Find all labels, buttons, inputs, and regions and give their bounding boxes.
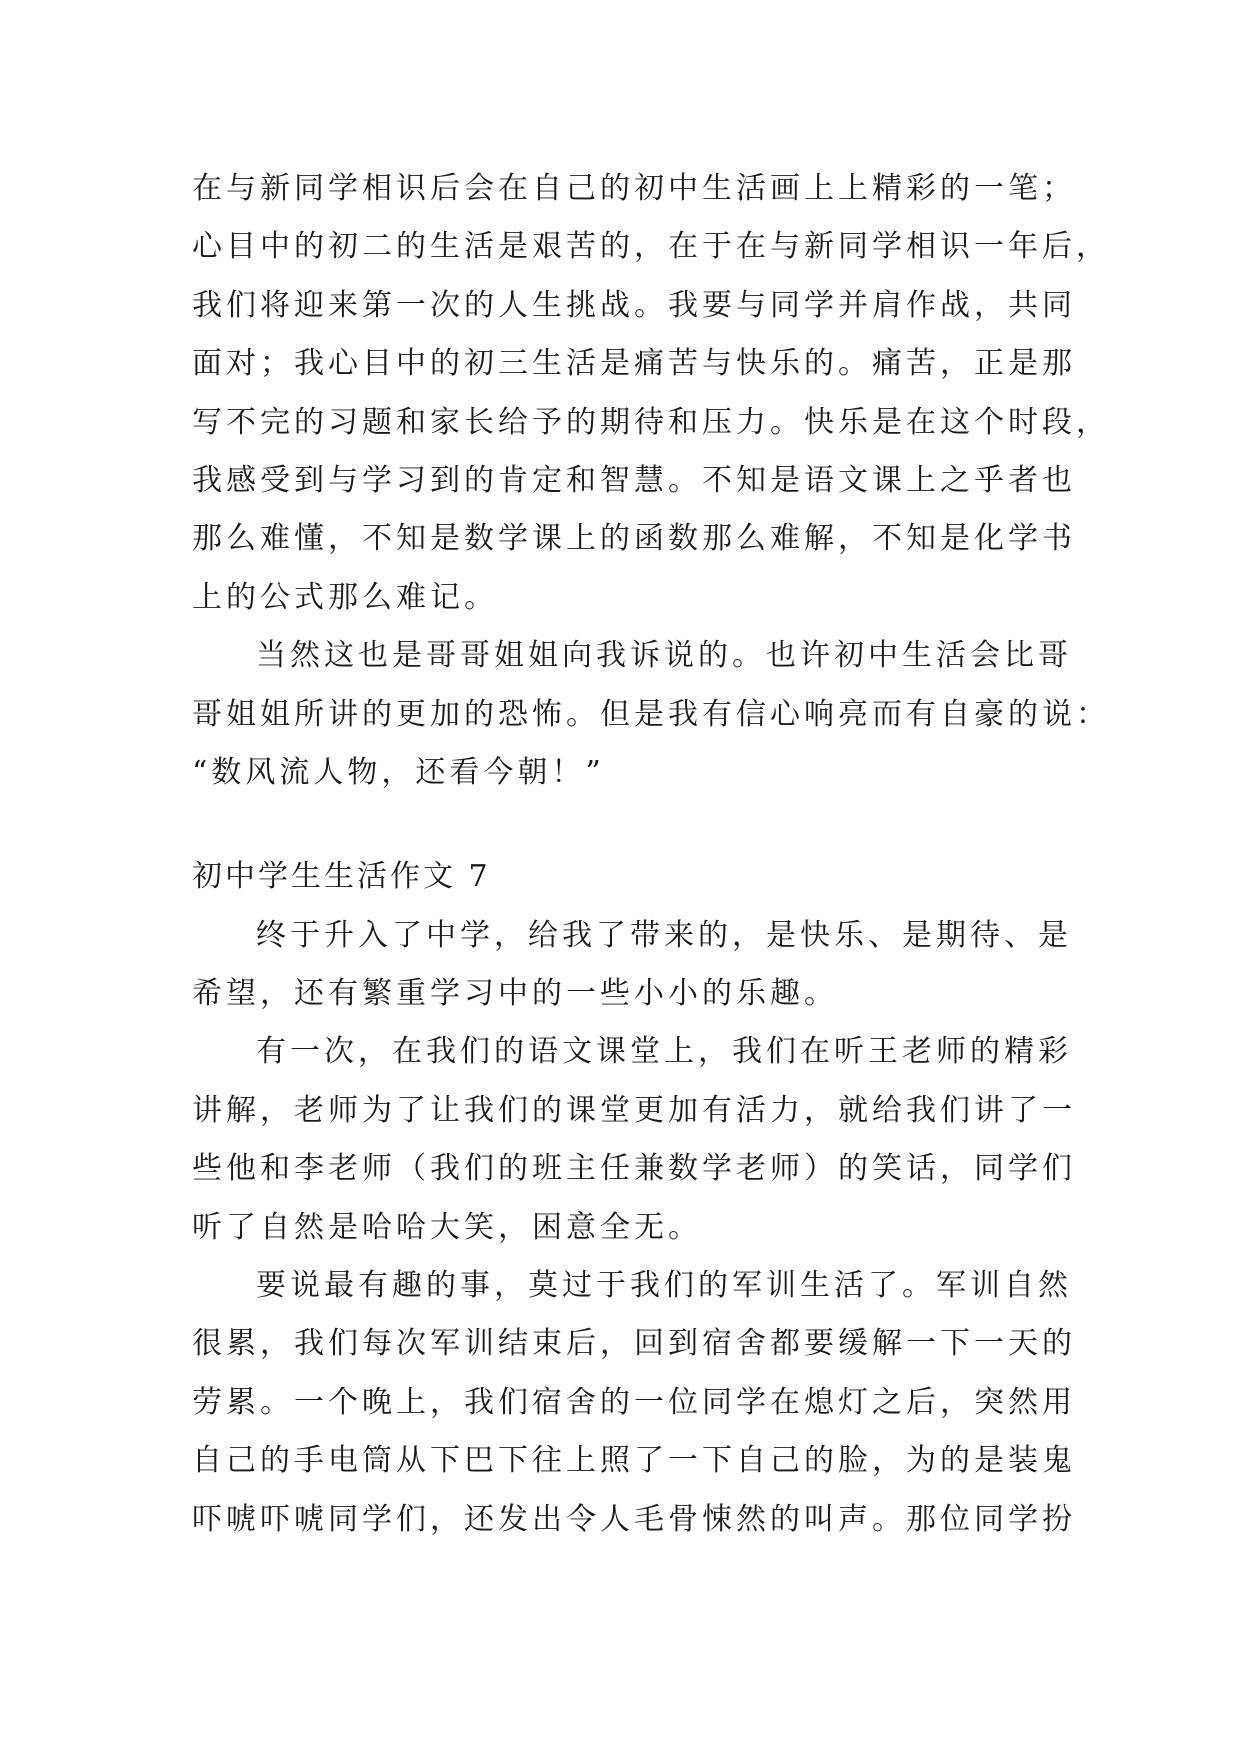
text-line: 我们将迎来第一次的人生挑战。我要与同学并肩作战，共同 <box>192 287 1076 323</box>
text-line: 当然这也是哥哥姐姐向我诉说的。也许初中生活会比哥 <box>256 638 1072 674</box>
document-body <box>192 160 1110 1549</box>
text-line: 终于升入了中学，给我了带来的，是快乐、是期待、是 <box>256 917 1072 953</box>
section-spacer <box>192 802 1092 848</box>
text-line: 在与新同学相识后会在自己的初中生活画上上精彩的一笔； <box>192 171 1076 206</box>
text-line: 要说最有趣的事，莫过于我们的军训生活了。军训自然 <box>256 1268 1072 1304</box>
text-line: 哥姐姐所讲的更加的恐怖。但是我有信心响亮而有自豪的说： <box>192 696 1110 732</box>
text-line: 些他和李老师（我们的班主任兼数学老师）的笑话，同学们 <box>192 1151 1076 1187</box>
text-line: 心目中的初二的生活是艰苦的，在于在与新同学相识一年后， <box>192 229 1110 265</box>
text-line: 有一次，在我们的语文课堂上，我们在听王老师的精彩 <box>256 1034 1072 1070</box>
essay-heading: 初中学生生活作文 7 <box>192 859 491 895</box>
text-line: 希望，还有繁重学习中的一些小小的乐趣。 <box>192 976 838 1012</box>
text-line: 面对；我心目中的初三生活是痛苦与快乐的。痛苦，正是那 <box>192 346 1076 382</box>
text-line: 那么难懂，不知是数学课上的函数那么难解，不知是化学书 <box>192 521 1076 557</box>
text-line: “数风流人物，还看今朝！” <box>192 754 605 790</box>
text-line: 吓唬吓唬同学们，还发出令人毛骨悚然的叫声。那位同学扮 <box>192 1501 1076 1537</box>
text-line: 自己的手电筒从下巴下往上照了一下自己的脸，为的是装鬼 <box>192 1443 1076 1479</box>
text-line: 很累，我们每次军训结束后，回到宿舍都要缓解一下一天的 <box>192 1326 1076 1362</box>
paragraph-conclusion <box>192 627 1110 802</box>
text-line: 听了自然是哈哈大笑，困意全无。 <box>192 1209 702 1245</box>
text-line: 写不完的习题和家长给予的期待和压力。快乐是在这个时段， <box>192 404 1110 440</box>
text-line: 我感受到与学习到的肯定和智慧。不知是语文课上之乎者也 <box>192 462 1076 498</box>
paragraph-classroom <box>192 1023 1092 1257</box>
text-line: 劳累。一个晚上，我们宿舍的一位同学在熄灯之后，突然用 <box>192 1384 1076 1420</box>
paragraph-military-training <box>192 1257 1092 1549</box>
text-line: 讲解，老师为了让我们的课堂更加有活力，就给我们讲了一 <box>192 1092 1076 1128</box>
text-line: 上的公式那么难记。 <box>192 579 498 615</box>
paragraph-intro <box>192 907 1092 1024</box>
paragraph-continued <box>192 160 1110 627</box>
